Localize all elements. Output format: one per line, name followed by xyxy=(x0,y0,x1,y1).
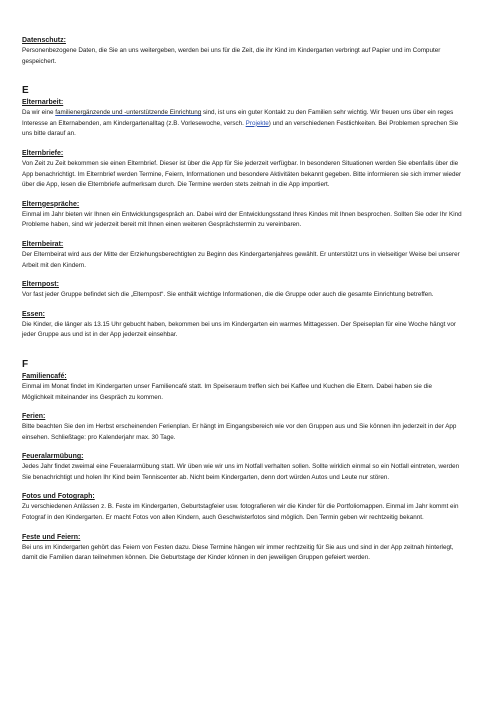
entry-text: Bei uns im Kindergarten gehört das Feiern von Festen dazu. Diese Termine hängen wir immer rechtzeitig für Sie aus und sind in der App zeitnah hinterlegt, damit die Familien daran teilnehmen können. Die Geburtstage der Kinder können in den jeweiligen Gruppen gefeiert werden. xyxy=(22,543,454,562)
entry-fotos-und-fotograph xyxy=(22,492,464,523)
entry-ferien xyxy=(22,412,464,443)
section-letter-e: E xyxy=(22,85,29,97)
entry-term: Elternarbeit: xyxy=(22,99,64,107)
entry-term: Feste und Feiern: xyxy=(22,533,81,541)
entry-text: Einmal im Jahr bieten wir Ihnen ein Entwicklungsgespräch an. Dabei wird der Entwicklungsstand Ihres Kindes mit Ihnen besprochen. Sollten Sie oder Ihr Kind Probleme haben, sind wir jederzeit bereit mit Ihnen einen weiteren Gesprächstermin zu vereinbaren. xyxy=(22,210,462,229)
entry-essen xyxy=(22,310,464,341)
entry-term: Elternpost: xyxy=(22,281,59,289)
entry-datenschutz xyxy=(22,36,464,67)
entry-term: Datenschutz: xyxy=(22,37,66,44)
entry-text: Bitte beachten Sie den im Herbst erscheinenden Ferienplan. Er hängt im Eingangsbereich wie vor den Gruppen aus und Sie können ihn jederzeit in der App einsehen. Schließtage: pro Kalenderjahr max. 30 Tage. xyxy=(22,423,457,441)
entry-term: Elternbriefe: xyxy=(22,149,64,157)
entry-elternpost xyxy=(22,280,464,301)
entry-elternbriefe xyxy=(22,149,464,191)
entry-text: Von Zeit zu Zeit bekommen sie einen Elternbrief. Dieser ist über die App für Sie jederzeit verfügbar. In besonderen Situationen werden Sie ebenfalls über die App benachrichtigt. Im Elternbrief werden Termine, Feiern, Informationen und besondere Aktivitäten bekannt gegeben. Bitte informieren sie sich immer wieder über die App, lesen die Elternbriefe aufmerksam durch. Die Termine werden stets zeitnah in die App importiert. xyxy=(22,159,462,189)
text-segment: ) und an verschiedenen Festlichkeiten. Bei Problemen sprechen Sie uns bitte darauf an. xyxy=(22,119,459,138)
text-segment: Da wir eine xyxy=(22,109,56,117)
entry-term: Fotos und Fotograph: xyxy=(22,493,95,501)
entry-term: Elterngespräche: xyxy=(22,200,80,208)
entry-term: Ferien: xyxy=(22,413,46,421)
entry-familiencafe xyxy=(22,372,464,403)
entry-text: Einmal im Monat findet im Kindergarten unser Familiencafé statt. Im Speiseraum treffen sich bei Kaffee und Kuchen die Eltern. Dabei haben sie die Möglichkeit miteinander ins Gespräch zu kommen. xyxy=(22,382,432,401)
section-letter-f: F xyxy=(22,358,29,370)
entry-term: Familiencafé: xyxy=(22,372,67,380)
entry-text: Jedes Jahr findet zweimal eine Feueralarmübung statt. Wir üben wie wir uns im Notfall verhalten sollen. Sollte wirklich einmal so ein Notfall eintreten, werden Sie benachrichtigt und holen Ihr Kind beim Tenniscenter ab. Nicht beim Kindergarten, denn dort würden Autos und Leute nur stören. xyxy=(22,463,460,481)
entry-feste-und-feiern xyxy=(22,533,464,564)
entry-term: Feueralarmübung: xyxy=(22,453,84,461)
text-segment: sind, ist uns ein guter Kontakt zu den Familien sehr wichtig. Wir freuen uns über ein reges Interesse an Elternabenden, am Kindergartenalltag (z.B. Vorlesewoche, versch. xyxy=(22,109,454,127)
entry-text: Personenbezogene Daten, die Sie an uns weitergeben, werden bei uns für die Zeit, die ihr Kind im Kindergarten verbringt auf Papier und im Computer gespeichert. xyxy=(22,47,441,65)
entry-text: Zu verschiedenen Anlässen z. B. Feste im Kindergarten, Geburtstagfeier usw. fotografieren wir die Kinder für die Portfoliomappen. Einmal im Jahr kommt ein Fotograf in den Kindergarten. Er macht Fotos von allen Kindern, auch Geschwisterfotos sind möglich. Den Termin geben wir rechtzeitig bekannt. xyxy=(22,503,459,522)
entry-text: Die Kinder, die länger als 13.15 Uhr gebucht haben, bekommen bei uns im Kindergarten ein warmes Mittagessen. Der Speiseplan für eine Woche hängt vor jeder Gruppe aus und ist in der App jederzeit einsehbar. xyxy=(22,320,456,339)
underlined-phrase: familienergänzende und -unterstützende Einrichtung xyxy=(55,109,202,117)
entry-term: Elternbeirat: xyxy=(22,240,64,248)
entry-elterngespraeche xyxy=(22,200,464,231)
entry-text: Vor fast jeder Gruppe befindet sich die „Elternpost“. Sie enthält wichtige Informationen, die die Gruppe oder auch die gesamte Einrichtung betreffen. xyxy=(22,291,434,299)
entry-elternbeirat xyxy=(22,240,464,271)
entry-text: Der Elternbeirat wird aus der Mitte der Erziehungsberechtigten zu Beginn des Kindergartenjahres gewählt. Er unterstützt uns in vielseitiger Weise bei unserer Arbeit mit den Kindern. xyxy=(22,250,460,269)
entry-text xyxy=(22,108,464,140)
projekte-link[interactable]: Projekte xyxy=(245,119,269,127)
entry-term: Essen: xyxy=(22,310,45,318)
entry-elternarbeit xyxy=(22,98,464,140)
entry-feueralarmuebung xyxy=(22,452,464,483)
